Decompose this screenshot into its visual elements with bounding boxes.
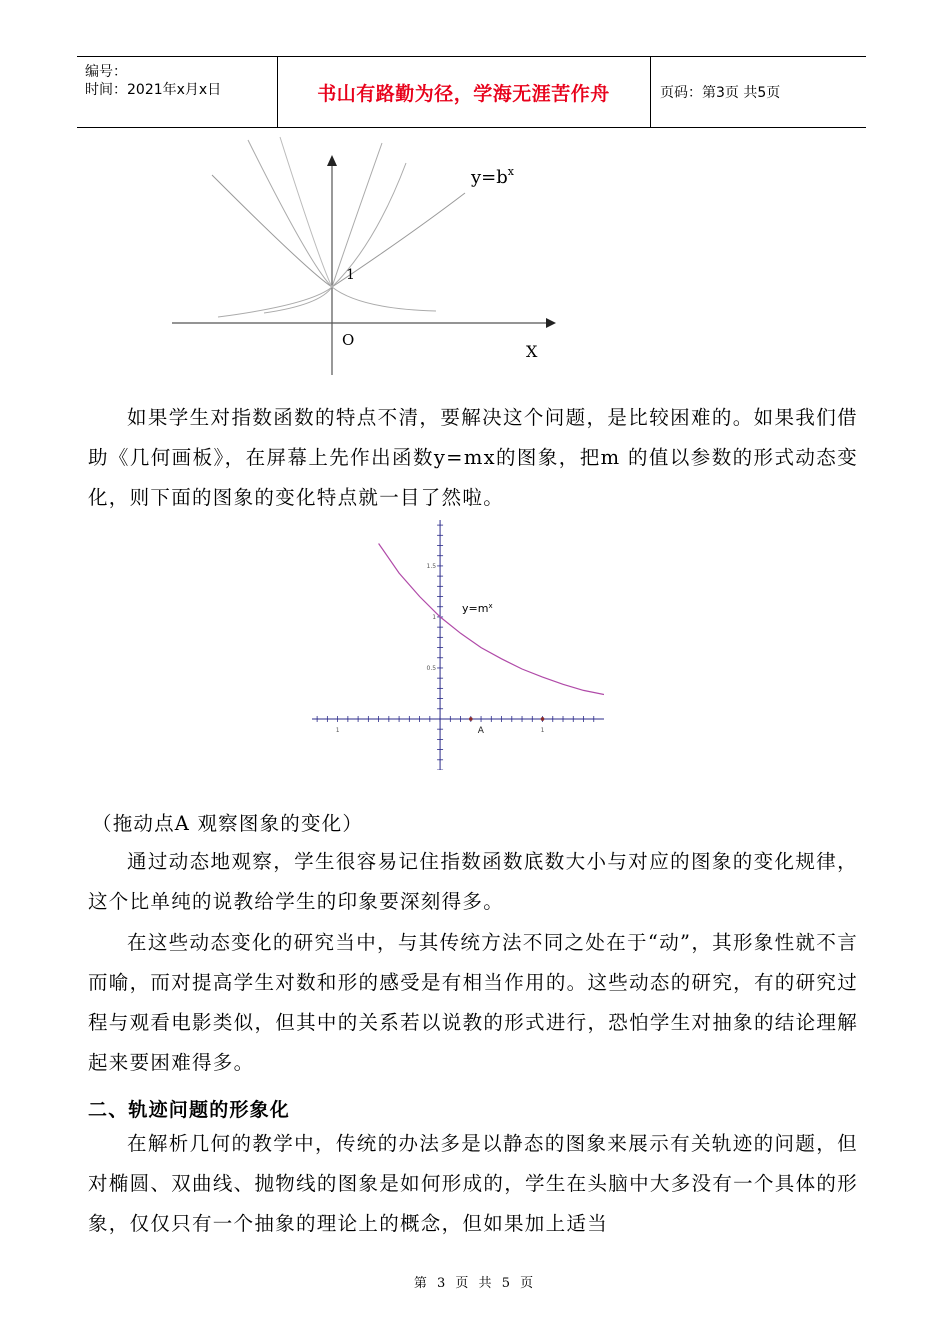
- origin-label: O: [342, 331, 355, 349]
- y-tick-label: 1.5: [426, 562, 437, 570]
- number-label: 编号：: [85, 64, 127, 80]
- chart-ticks: [317, 525, 594, 770]
- header-left-cell: [77, 57, 278, 127]
- x-axis-label: X: [526, 342, 538, 361]
- figure-caption: （拖动点A 观察图象的变化）: [92, 812, 364, 835]
- header-center-cell: [277, 57, 651, 127]
- curve-outer: [212, 175, 465, 287]
- y-axis-arrow: [327, 155, 337, 166]
- point-a-label: A: [477, 725, 484, 736]
- header-motto: 书山有路勤为径，学海无涯苦作舟: [317, 82, 610, 105]
- y-tick-label: 1: [432, 613, 437, 621]
- point-a: [469, 717, 473, 721]
- one-label: 1: [346, 267, 355, 283]
- curve-steep: [248, 140, 406, 287]
- exponential-sketch-figure: [160, 135, 580, 385]
- time-label: 时间：2021年x月x日: [85, 82, 222, 98]
- curve-label-b: $y=b^x$: [471, 165, 514, 188]
- series-curve: [379, 544, 604, 695]
- curve-decay: [264, 287, 436, 313]
- chart-axes: [312, 520, 604, 770]
- paragraph-observation: 通过动态地观察，学生很容易记住指数函数底数大小与对应的图象的变化规律，这个比单纯的说教给学生的印象要深刻得多。: [88, 850, 858, 913]
- x-tick-label: 1: [335, 726, 340, 734]
- page-label: 页码：第3页 共5页: [660, 85, 781, 101]
- curve-left-steep: [280, 137, 332, 287]
- header-right-cell: [650, 57, 866, 127]
- exponential-chart: [312, 520, 604, 770]
- section-heading-2: 二、轨迹问题的形象化: [88, 1099, 291, 1121]
- paragraph-trajectory: 在解析几何的教学中，传统的办法多是以静态的图象来展示有关轨迹的问题，但对椭圆、双曲线、抛物线的图象是如何形成的，学生在头脑中大多没有一个具体的形象，仅仅只有一个抽象的理论上的概念，但如果加上适当: [88, 1132, 858, 1235]
- page-header: [77, 56, 866, 128]
- point-unit: [541, 717, 545, 721]
- x-tick-label: 1: [540, 726, 545, 734]
- x-axis-arrow: [546, 318, 556, 328]
- y-tick-label: 0.5: [426, 664, 437, 672]
- paragraph-dynamic: 在这些动态变化的研究当中，与其传统方法不同之处在于“动”，其形象性就不言而喻，而对提高学生对数和形的感受是有相当作用的。这些动态的研究，有的研究过程与观看电影类似，但其中的关系若以说教的形式进行，恐怕学生对抽象的结论理解起来要困难得多。: [88, 931, 858, 1074]
- curve-right-growth: [218, 143, 382, 317]
- curve-label-m: $y=m^x$: [462, 602, 493, 615]
- page-footer: 第 3 页 共 5 页: [413, 1276, 537, 1291]
- paragraph-intro: 如果学生对指数函数的特点不清，要解决这个问题，是比较困难的。如果我们借助《几何画板》，在屏幕上先作出函数y=mx的图象，把m 的值以参数的形式动态变化，则下面的图象的变化特点就一目了然啦。: [88, 406, 858, 509]
